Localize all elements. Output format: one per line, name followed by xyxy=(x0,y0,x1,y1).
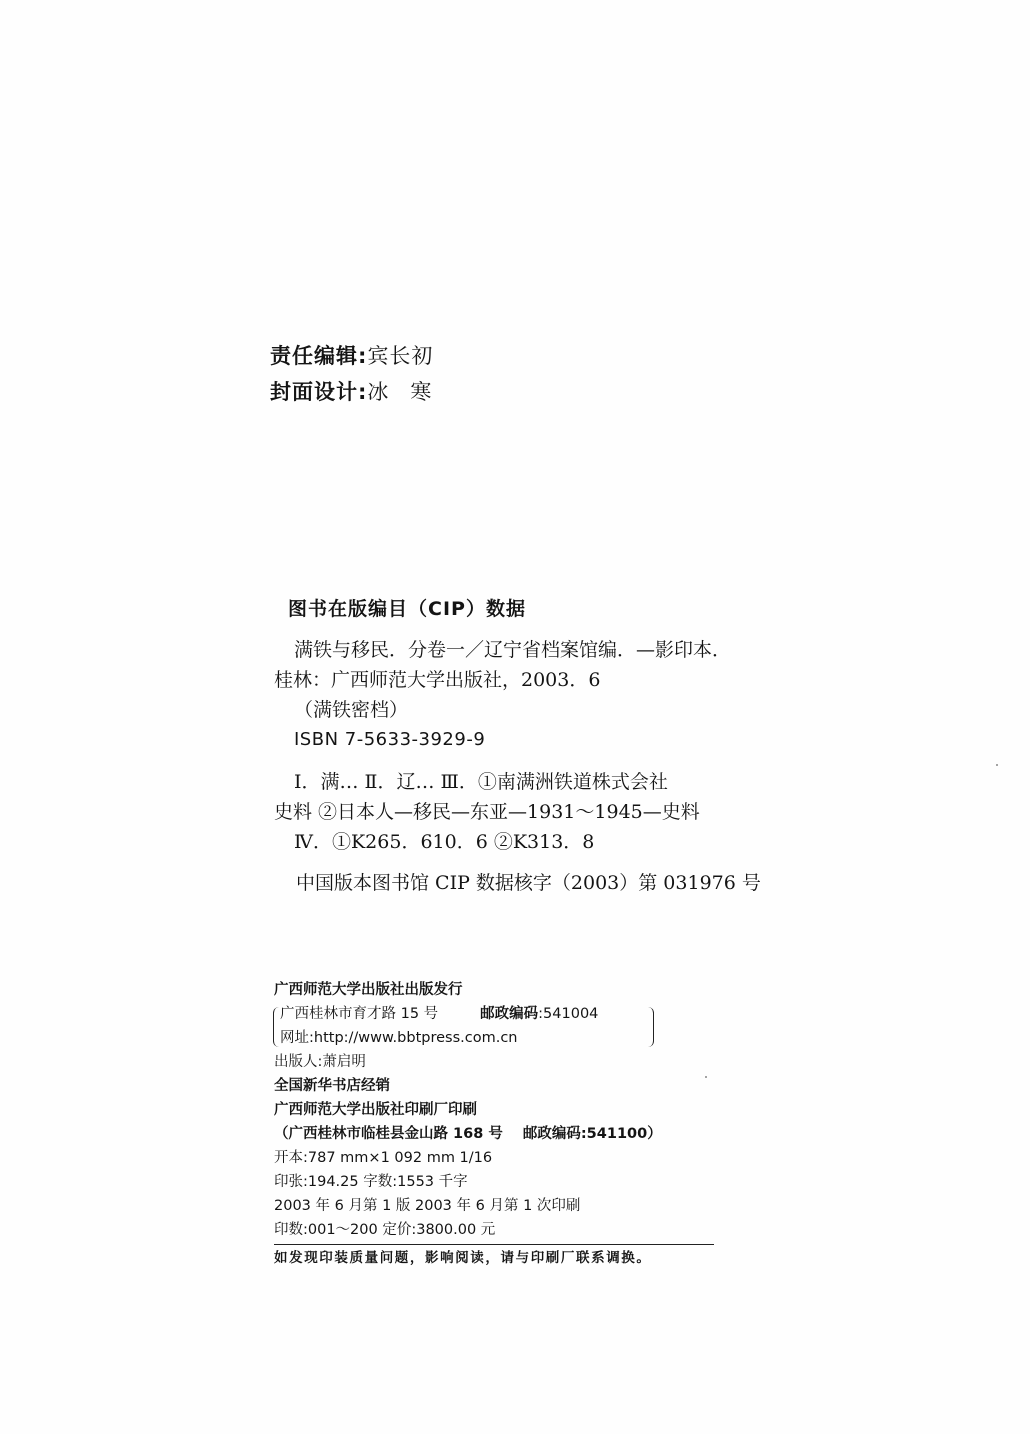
editor-line xyxy=(270,338,453,374)
cip-block xyxy=(274,593,794,899)
editor-label: 责任编辑: xyxy=(270,344,368,368)
quality-notice: 如发现印装质量问题，影响阅读，请与印刷厂联系调换。 xyxy=(274,1250,652,1266)
publisher-address: 广西桂林市育才路 15 号 xyxy=(280,1006,439,1022)
publisher-website: 网址:http://www.bbtpress.com.cn xyxy=(280,1030,518,1046)
distributor: 全国新华书店经销 xyxy=(274,1078,390,1094)
cover-design-line xyxy=(270,374,453,410)
cip-title-line: 满铁与移民．分卷一／辽宁省档案馆编．—影印本． xyxy=(294,639,732,661)
printer-address: （广西桂林市临桂县金山路 168 号 xyxy=(274,1126,503,1142)
print-run-price: 印数:001～200 定价:3800.00 元 xyxy=(274,1222,496,1238)
imprint-block xyxy=(274,978,714,1271)
cip-subject-line-1: Ⅰ．满… Ⅱ．辽… Ⅲ．①南满洲铁道株式会社 xyxy=(294,771,668,793)
printer-postcode: 邮政编码:541100） xyxy=(522,1126,662,1142)
cover-design-label: 封面设计: xyxy=(270,380,368,404)
publisher-line: 广西师范大学出版社出版发行 xyxy=(274,982,463,998)
scan-speck xyxy=(705,1076,707,1078)
cip-number: 中国版本图书馆 CIP 数据核字（2003）第 031976 号 xyxy=(296,872,761,894)
edition-info: 2003 年 6 月第 1 版 2003 年 6 月第 1 次印刷 xyxy=(274,1198,581,1214)
cip-publisher-line: 桂林：广西师范大学出版社，2003．6 xyxy=(274,669,601,691)
publisher-address-line xyxy=(280,1002,714,1026)
cip-heading: 图书在版编目（CIP）数据 xyxy=(288,598,526,620)
scan-speck xyxy=(996,764,998,766)
cover-designer-name: 冰寒 xyxy=(367,380,454,404)
cip-isbn: ISBN 7-5633-3929-9 xyxy=(294,729,486,750)
cip-series-line: （满铁密档） xyxy=(294,699,409,721)
editor-name: 宾长初 xyxy=(367,344,434,368)
postcode-value: :541004 xyxy=(538,1006,599,1022)
credits-block xyxy=(270,338,453,410)
cip-classification: Ⅳ．①K265．610．6 ②K313．8 xyxy=(294,831,595,853)
book-format: 开本:787 mm×1 092 mm 1/16 xyxy=(274,1150,493,1166)
cip-subject-line-2: 史料 ②日本人—移民—东亚—1931～1945—史料 xyxy=(274,801,700,823)
publisher-contact xyxy=(274,1002,714,1050)
printer-address-line xyxy=(274,1122,714,1146)
postcode-label: 邮政编码 xyxy=(480,1006,539,1022)
sheets-wordcount: 印张:194.25 字数:1553 千字 xyxy=(274,1174,468,1190)
printer: 广西师范大学出版社印刷厂印刷 xyxy=(274,1102,477,1118)
publisher-person: 出版人:萧启明 xyxy=(274,1054,366,1070)
